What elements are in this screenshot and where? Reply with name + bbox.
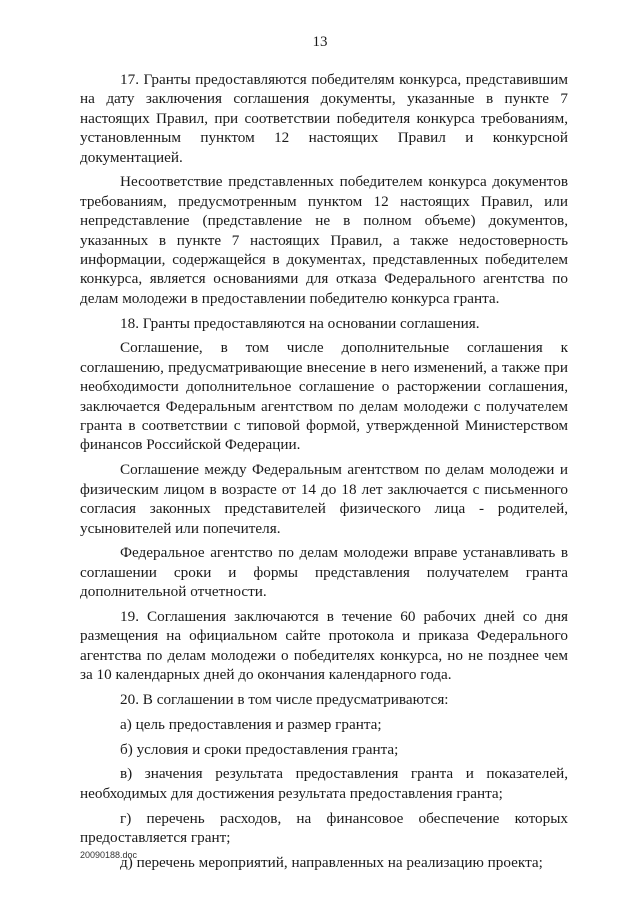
page-number: 13 xyxy=(312,34,328,50)
file-name-footer: 20090188.doc xyxy=(80,850,138,860)
list-item-d: д) перечень мероприятий, направленных на реализацию проекта; xyxy=(120,853,543,871)
paragraph-additional-reporting: Федеральное агентство по делам молодежи вправе устанавливать в соглашении сроки и формы представления получателем гранта дополнительной отчетности. xyxy=(80,544,568,601)
paragraph-17: 17. Гранты предоставляются победителям конкурса, представившим на дату заключения соглашения документы, указанные в пункте 7 настоящих Правил, при соответствии победителя конкурса требованиям, установленным пунктом 12 настоящих Правил и конкурсной документацией. xyxy=(80,71,568,166)
paragraph-20: 20. В соглашении в том числе предусматриваются: xyxy=(120,690,449,708)
list-item-b: б) условия и сроки предоставления гранта; xyxy=(120,740,399,758)
list-item-g: г) перечень расходов, на финансовое обеспечение которых предоставляется грант; xyxy=(80,809,568,846)
body-text xyxy=(80,70,568,878)
paragraph-18: 18. Гранты предоставляются на основании соглашения. xyxy=(120,314,480,332)
paragraph-agreement: Соглашение, в том числе дополнительные соглашения к соглашению, предусматривающие внесение в него изменений, а также при необходимости дополнительное соглашение о расторжении соглашения, заключается Федеральным агентством по делам молодежи с получателем гранта в соответствии с типовой формой, утвержденной Министерством финансов Российской Федерации. xyxy=(80,339,568,454)
list-item-v: в) значения результата предоставления гранта и показателей, необходимых для достижения результата предоставления гранта; xyxy=(80,765,568,802)
paragraph-nonconformity: Несоответствие представленных победителем конкурса документов требованиям, предусмотренным пунктом 12 настоящих Правил, или непредставление (представление не в полном объеме) документов, указанных в пункте 7 настоящих Правил, а также недостоверность информации, содержащейся в документах, представленных победителем конкурса, является основаниями для отказа Федерального агентства по делам молодежи в предоставлении победителю конкурса гранта. xyxy=(80,173,568,307)
list-item-a: а) цель предоставления и размер гранта; xyxy=(120,715,382,733)
paragraph-minors-agreement: Соглашение между Федеральным агентством по делам молодежи и физическим лицом в возрасте от 14 до 18 лет заключается с письменного согласия законных представителей физического лица - родителей, усыновителей или попечителя. xyxy=(80,461,568,537)
paragraph-19: 19. Соглашения заключаются в течение 60 рабочих дней со дня размещения на официальном сайте протокола и приказа Федерального агентства по делам молодежи о победителях конкурса, но не позднее чем за 10 календарных дней до окончания календарного года. xyxy=(80,607,568,684)
